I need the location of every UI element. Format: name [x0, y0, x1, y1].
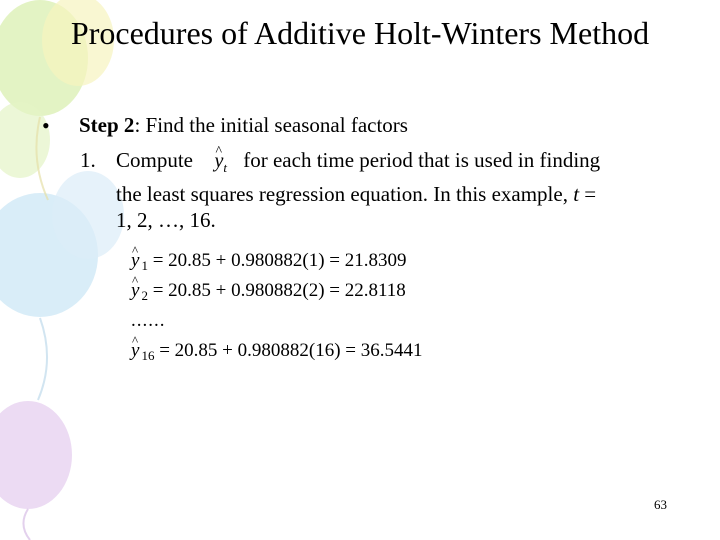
step-heading — [79, 112, 408, 138]
step-label: Step 2 — [79, 113, 135, 137]
page-number: 63 — [654, 497, 667, 512]
equation-ellipsis — [131, 306, 423, 336]
yhat-sub: t — [223, 160, 227, 175]
equation-rhs: = 20.85 + 0.980882(16) = 36.5441 — [154, 340, 423, 361]
equation-row — [131, 336, 423, 366]
list-item-text — [116, 147, 676, 233]
list-item-line-1 — [116, 147, 676, 181]
equation-var: ^ y — [131, 336, 139, 366]
slide-title: Procedures of Additive Holt-Winters Method — [70, 15, 650, 51]
yhat-main: ^ y — [214, 148, 223, 174]
item-line2-before: the least squares regression equation. In this example, — [116, 182, 568, 206]
item-text-before: Compute — [116, 148, 193, 172]
item-line2-var: t — [573, 182, 580, 206]
equation-row — [131, 276, 423, 306]
item-text-after: for each time period that is used in finding — [243, 148, 601, 172]
item-line2-after: = — [579, 182, 597, 206]
ellipsis-dots: ...... — [131, 310, 166, 331]
equation-row — [131, 246, 423, 276]
balloon-blue-small-icon — [52, 171, 124, 259]
equation-rhs: = 20.85 + 0.980882(2) = 22.8118 — [147, 280, 406, 301]
equation-block — [131, 246, 423, 366]
equation-var: ^ y — [131, 276, 139, 306]
yhat-t-symbol — [198, 148, 243, 181]
list-item-number: 1. — [80, 148, 96, 172]
equation-sub: 2 — [141, 288, 148, 303]
balloon-string-icon — [23, 509, 30, 540]
equation-sub: 1 — [141, 258, 148, 273]
equation-sub: 16 — [141, 348, 155, 363]
bullet-marker: • — [42, 113, 50, 138]
list-item-line-2 — [116, 181, 676, 207]
equation-rhs: = 20.85 + 0.980882(1) = 21.8309 — [147, 250, 407, 271]
equation-var: ^ y — [131, 246, 139, 276]
list-item-line-3: 1, 2, …, 16. — [116, 208, 216, 232]
step-text: : Find the initial seasonal factors — [134, 113, 408, 137]
balloon-purple-icon — [0, 401, 72, 509]
balloon-string-icon — [38, 318, 47, 400]
